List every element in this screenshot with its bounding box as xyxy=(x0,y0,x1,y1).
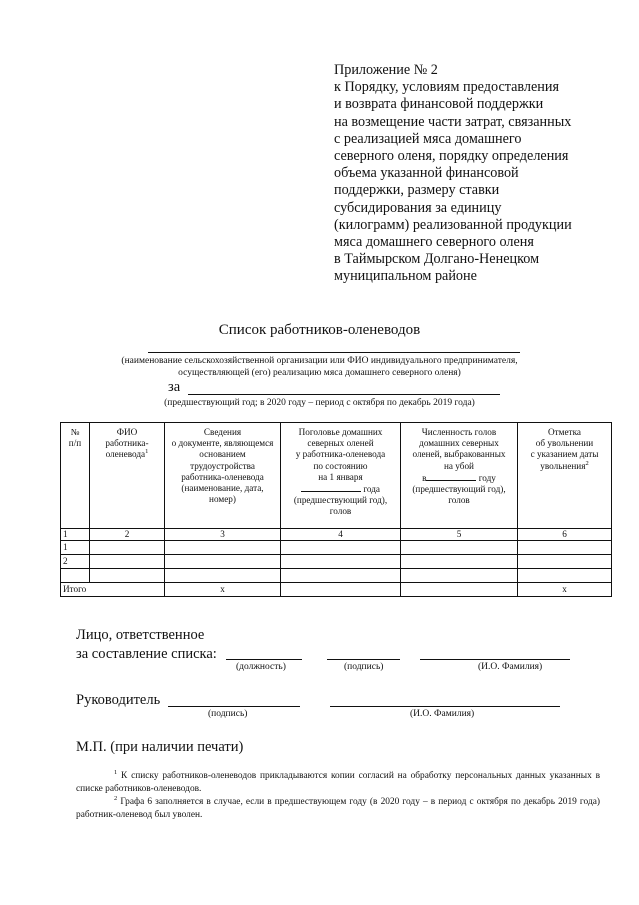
appendix-block xyxy=(334,62,634,286)
header-herd: Поголовье домашних северных оленей у работника-оленевода по состоянию на 1 января года (предшествующий год), голов xyxy=(281,423,401,529)
appendix-line: с реализацией мяса домашнего xyxy=(334,130,522,147)
total-label: Итого xyxy=(61,583,165,597)
org-name-line[interactable] xyxy=(148,352,520,353)
header-culled: Численность голов домашних северных оленей, выбракованных на убой в году (предшествующий год), голов xyxy=(401,423,518,529)
appendix-line: и возврата финансовой поддержки xyxy=(334,96,544,113)
document-title: Список работников-оленеводов xyxy=(218,322,421,338)
footnote-1: $^1$ К списку работников-оленеводов прикладываются копии согласий на обработку персональных данных указанных в списке работников-оленеводов. xyxy=(76,768,601,794)
stamp-label: М.П. (при наличии печати) xyxy=(76,739,244,755)
appendix-line: Приложение № 2 xyxy=(334,62,438,78)
signature-line[interactable] xyxy=(327,659,400,660)
head-signature-caption: (подпись) xyxy=(208,709,248,719)
header-fio: ФИО работника- оленевода$^1$ xyxy=(90,423,165,529)
head-name-line[interactable] xyxy=(330,706,560,707)
responsible-label-2: за составление списка: xyxy=(76,646,217,662)
head-label: Руководитель xyxy=(76,692,161,708)
table-row xyxy=(61,569,612,583)
table-row: 1 xyxy=(61,541,612,555)
header-dismissal: Отметка об увольнении с указанием даты увольнения$^2$ xyxy=(518,423,612,529)
org-caption: (наименование сельскохозяйственной организации или ФИО индивидуального предпринимателя, осуществляющей (его) реализацию мяса домашнего северного оленя) xyxy=(121,356,518,378)
position-line[interactable] xyxy=(226,659,302,660)
footnote-2: $^2$ Графа 6 заполняется в случае, если в предшествующем году (в 2020 году – в период с октября по декабрь 2019 года) работник-оленевод был уволен. xyxy=(76,794,601,820)
name-caption: (И.О. Фамилия) xyxy=(478,662,543,672)
period-caption: (предшествующий год; в 2020 году – период с октября по декабрь 2019 года) xyxy=(164,398,475,408)
head-name-caption: (И.О. Фамилия) xyxy=(410,709,475,719)
appendix-line: на возмещение части затрат, связанных xyxy=(334,113,572,130)
column-numbers-row: 1 2 3 4 5 6 xyxy=(61,529,612,541)
period-line[interactable] xyxy=(188,394,500,395)
footnote-ref: 2 xyxy=(585,459,589,467)
appendix-line: поддержки, размеру ставки xyxy=(334,182,500,199)
appendix-line: к Порядку, условиям предоставления xyxy=(334,79,560,96)
period-label: за xyxy=(168,379,181,395)
table-header-row xyxy=(61,423,612,529)
workers-table xyxy=(60,422,612,597)
appendix-line: объема указанной финансовой xyxy=(334,165,519,182)
footnote-ref: 1 xyxy=(145,448,149,456)
header-document: Сведения о документе, являющемся основанием трудоустройства работника-оленевода (наименование, дата, номер) xyxy=(165,423,281,529)
position-caption: (должность) xyxy=(236,662,286,672)
appendix-line: мяса домашнего северного оленя xyxy=(334,234,534,251)
appendix-line: муниципальном районе xyxy=(334,268,477,285)
head-signature-line[interactable] xyxy=(168,706,300,707)
signature-caption: (подпись) xyxy=(344,662,384,672)
table-row: 2 xyxy=(61,555,612,569)
name-line[interactable] xyxy=(420,659,570,660)
appendix-line: в Таймырском Долгано-Ненецком xyxy=(334,251,540,268)
appendix-line: (килограмм) реализованной продукции xyxy=(334,216,572,233)
appendix-line: субсидирования за единицу xyxy=(334,199,502,216)
responsible-label-1: Лицо, ответственное xyxy=(76,627,205,643)
appendix-line: северного оленя, порядку определения xyxy=(334,148,569,165)
header-number: № п/п xyxy=(61,423,90,529)
total-row: Итого х х xyxy=(61,583,612,597)
